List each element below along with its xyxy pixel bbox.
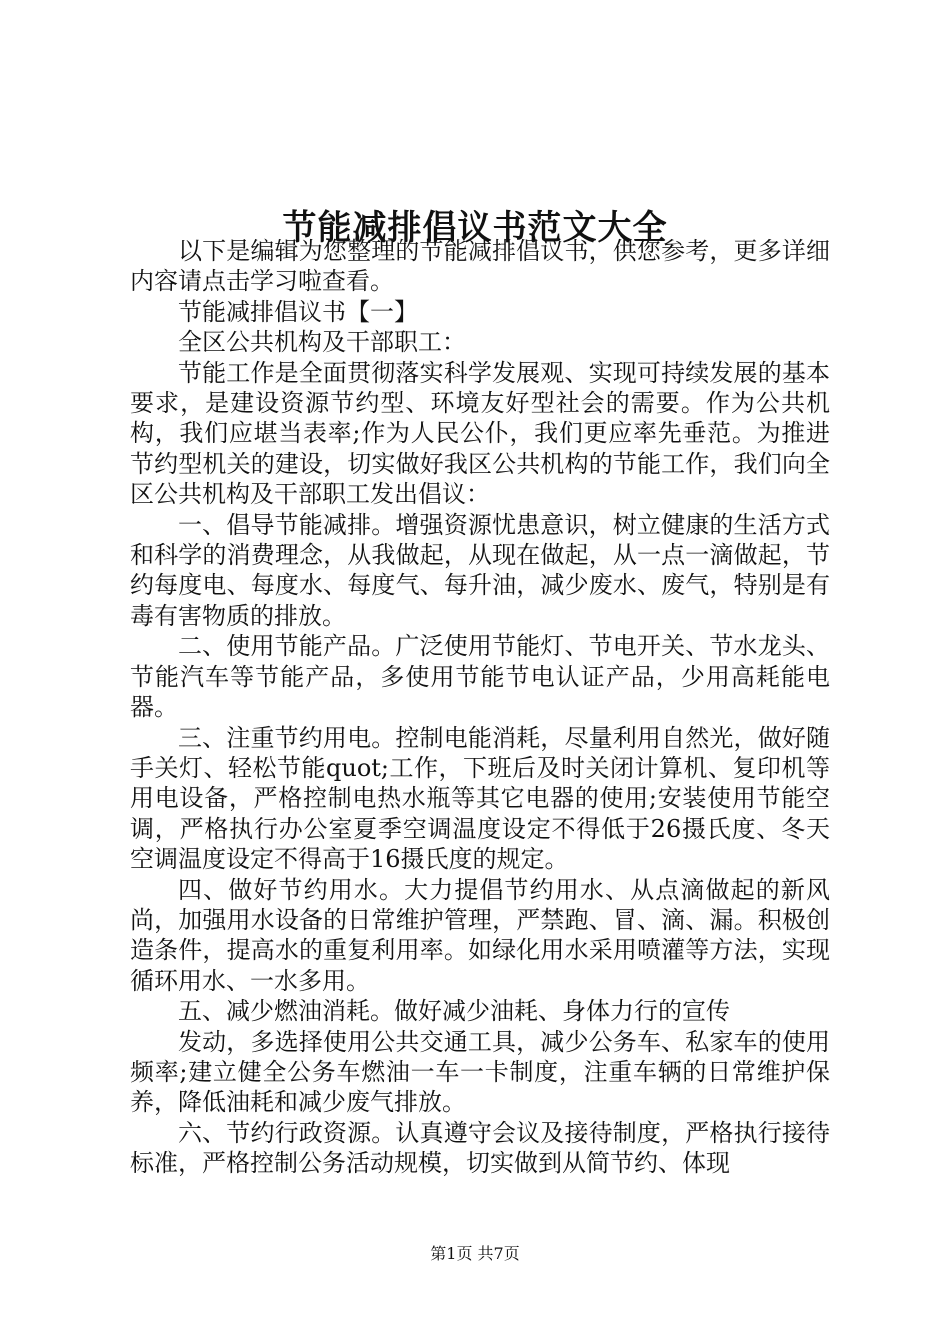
document-body (130, 236, 830, 1179)
paragraph-section-heading: 节能减排倡议书【一】 (178, 297, 418, 326)
paragraph-item-4: 四、做好节约用水。大力提倡节约用水、从点滴做起的新风尚，加强用水设备的日常维护管理，严禁跑、冒、滴、漏。积极创造条件，提高水的重复利用率。如绿化用水采用喷灌等方法，实现循环用水、一水多用。 (130, 875, 830, 995)
paragraph-intro: 以下是编辑为您整理的节能减排倡议书，供您参考，更多详细内容请点击学习啦查看。 (130, 237, 830, 296)
document-title: 节能减排倡议书范文大全 (282, 207, 668, 248)
paragraph-item-6: 六、节约行政资源。认真遵守会议及接待制度，严格执行接待标准，严格控制公务活动规模，切实做到从简节约、体现 (130, 1118, 830, 1178)
paragraph-preamble: 节能工作是全面贯彻落实科学发展观、实现可持续发展的基本要求，是建设资源节约型、环境友好型社会的需要。作为公共机构，我们应堪当表率;作为人民公仆，我们更应率先垂范。为推进节约型机关的建设，切实做好我区公共机构的节能工作，我们向全区公共机构及干部职工发出倡议： (130, 358, 830, 509)
paragraph-item-5-continued: 发动，多选择使用公共交通工具，减少公务车、私家车的使用频率;建立健全公务车燃油一车一卡制度，注重车辆的日常维护保养，降低油耗和减少废气排放。 (130, 1027, 830, 1117)
paragraph-item-3: 三、注重节约用电。控制电能消耗，尽量利用自然光，做好随手关灯、轻松节能quot;工作，下班后及时关闭计算机、复印机等用电设备，严格控制电热水瓶等其它电器的使用;安装使用节能空调，严格执行办公室夏季空调温度设定不得低于26摄氏度、冬天空调温度设定不得高于16摄氏度的规定。 (130, 723, 830, 874)
page-number-footer: 第1页 共7页 (430, 1244, 520, 1263)
paragraph-item-1: 一、倡导节能减排。增强资源忧患意识，树立健康的生活方式和科学的消费理念，从我做起，从现在做起，从一点一滴做起，节约每度电、每度水、每度气、每升油，减少废水、废气，特别是有毒有害物质的排放。 (130, 510, 830, 630)
paragraph-item-5: 五、减少燃油消耗。做好减少油耗、身体力行的宣传 (178, 997, 730, 1026)
paragraph-item-2: 二、使用节能产品。广泛使用节能灯、节电开关、节水龙头、节能汽车等节能产品，多使用节能节电认证产品，少用高耗能电器。 (130, 632, 830, 722)
paragraph-salutation: 全区公共机构及干部职工： (178, 328, 466, 357)
